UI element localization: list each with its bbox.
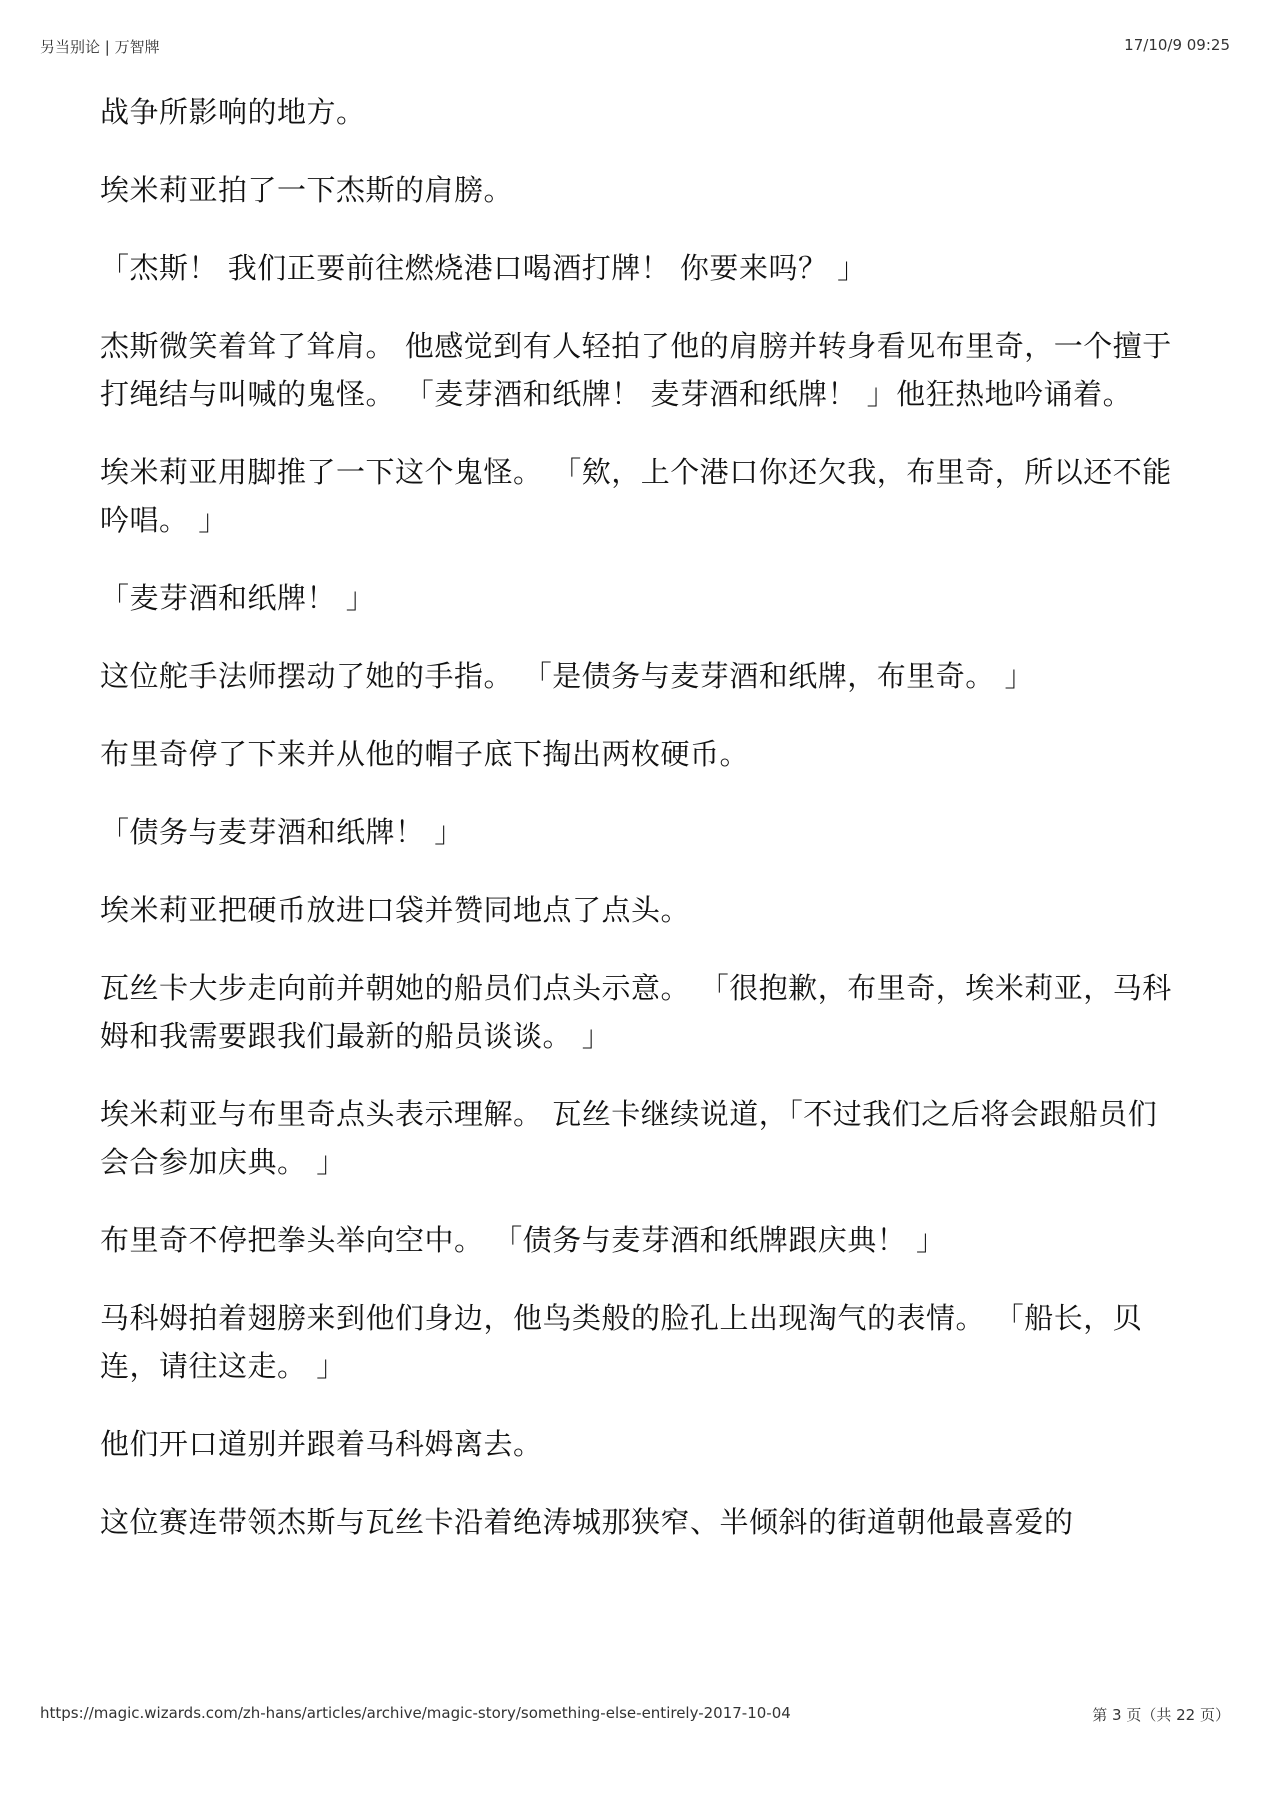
paragraph: 「债务与麦芽酒和纸牌！ 」	[100, 815, 464, 849]
article-body	[100, 88, 1180, 1576]
page-footer-url: https://magic.wizards.com/zh-hans/articles/archive/magic-story/something-else-entirely-2017-10-04	[40, 1704, 791, 1722]
paragraph: 埃米莉亚把硬币放进口袋并赞同地点了点头。	[100, 893, 691, 927]
paragraph: 他们开口道别并跟着马科姆离去。	[100, 1427, 543, 1461]
paragraph: 这位赛连带领杰斯与瓦丝卡沿着绝涛城那狭窄、半倾斜的街道朝他最喜爱的	[100, 1505, 1074, 1539]
paragraph: 埃米莉亚拍了一下杰斯的肩膀。	[100, 173, 514, 207]
paragraph: 埃米莉亚用脚推了一下这个鬼怪。 「欸，上个港口你还欠我，布里奇，所以还不能吟唱。 」	[100, 455, 1172, 537]
paragraph: 「麦芽酒和纸牌！ 」	[100, 581, 376, 615]
paragraph: 瓦丝卡大步走向前并朝她的船员们点头示意。 「很抱歉，布里奇，埃米莉亚，马科姆和我需要跟我们最新的船员谈谈。 」	[100, 971, 1172, 1053]
paragraph: 这位舵手法师摆动了她的手指。 「是债务与麦芽酒和纸牌，布里奇。 」	[100, 659, 1034, 693]
paragraph: 杰斯微笑着耸了耸肩。 他感觉到有人轻拍了他的肩膀并转身看见布里奇，一个擅于打绳结与叫喊的鬼怪。 「麦芽酒和纸牌！ 麦芽酒和纸牌！ 」他狂热地吟诵着。	[100, 329, 1172, 411]
paragraph: 布里奇停了下来并从他的帽子底下掏出两枚硬币。	[100, 737, 750, 771]
paragraph: 「杰斯！ 我们正要前往燃烧港口喝酒打牌！ 你要来吗？ 」	[100, 251, 867, 285]
page-header-datetime: 17/10/9 09:25	[1124, 36, 1230, 54]
page-number-indicator: 第 3 页（共 22 页）	[1092, 1706, 1230, 1724]
paragraph: 布里奇不停把拳头举向空中。 「债务与麦芽酒和纸牌跟庆典！ 」	[100, 1223, 946, 1257]
paragraph: 战争所影响的地方。	[100, 95, 366, 129]
paragraph: 埃米莉亚与布里奇点头表示理解。 瓦丝卡继续说道，「不过我们之后将会跟船员们会合参加庆典。 」	[100, 1097, 1158, 1179]
paragraph: 马科姆拍着翅膀来到他们身边，他鸟类般的脸孔上出现淘气的表情。 「船长，贝连，请往这走。 」	[100, 1301, 1143, 1383]
page-header-title: 另当别论 | 万智牌	[40, 38, 160, 56]
